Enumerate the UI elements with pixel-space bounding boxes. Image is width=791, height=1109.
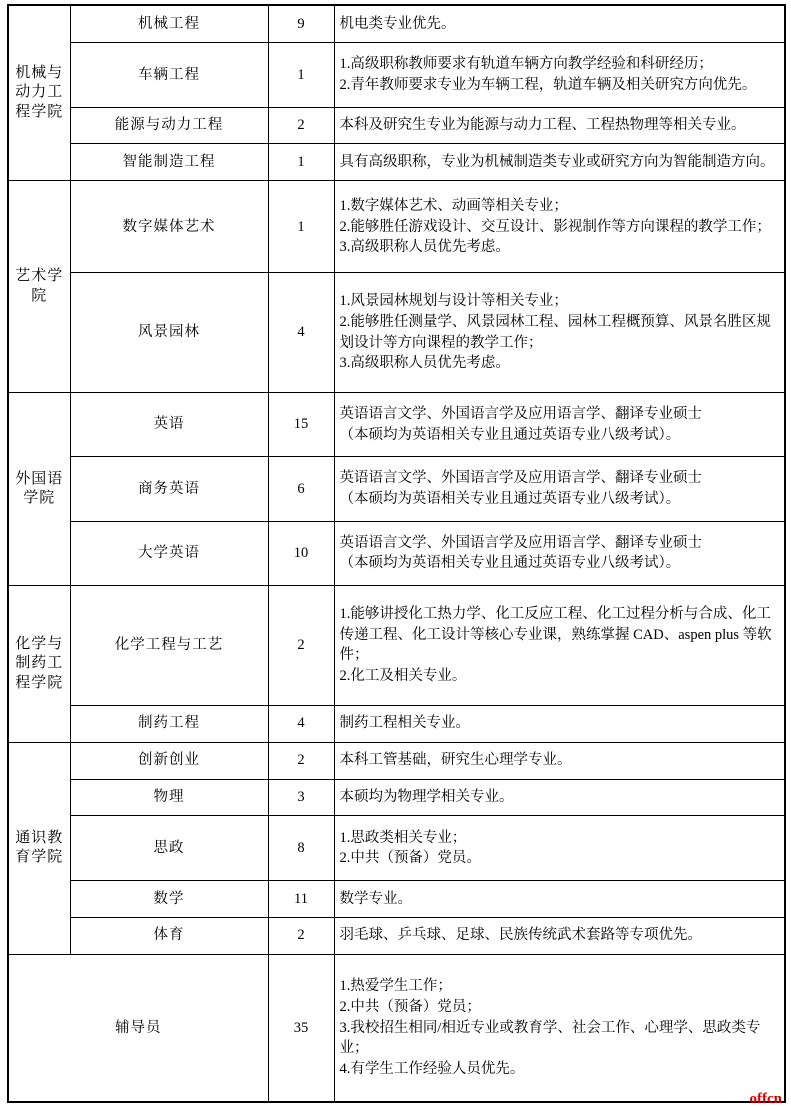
college-cell bbox=[8, 181, 70, 393]
requirement-cell bbox=[334, 457, 785, 521]
college-label: 化学与制药工程学院 bbox=[15, 635, 64, 691]
major-cell: 化学工程与工艺 bbox=[70, 586, 268, 706]
college-label: 外国语学院 bbox=[15, 470, 64, 506]
major-cell: 数字媒体艺术 bbox=[70, 181, 268, 273]
table-row bbox=[8, 5, 785, 43]
table-body bbox=[8, 5, 785, 1102]
table-row bbox=[8, 392, 785, 456]
major-cell: 思政 bbox=[70, 816, 268, 880]
requirement-cell bbox=[334, 816, 785, 880]
requirement-line: 2.能够胜任游戏设计、交互设计、影视制作等方向课程的教学工作； bbox=[339, 218, 771, 235]
major-cell: 英语 bbox=[70, 392, 268, 456]
requirement-line: 3.我校招生相同/相近专业或教育学、社会工作、心理学、思政类专业； bbox=[339, 1019, 761, 1057]
college-label: 通识教育学院 bbox=[15, 829, 64, 866]
requirement-cell bbox=[334, 954, 785, 1102]
requirement-line: 1.数字媒体艺术、动画等相关专业； bbox=[339, 197, 568, 214]
requirement-line: 具有高级职称，专业为机械制造类专业或研究方向为智能制造方向。 bbox=[339, 154, 775, 171]
requirement-cell bbox=[334, 742, 785, 779]
requirement-line: 1.思政类相关专业； bbox=[339, 829, 467, 846]
count-cell: 2 bbox=[268, 586, 334, 706]
requirement-line: 数学专业。 bbox=[339, 890, 412, 907]
count-cell: 15 bbox=[268, 392, 334, 456]
count-cell: 10 bbox=[268, 521, 334, 585]
table-row bbox=[8, 705, 785, 742]
requirement-line: 2.能够胜任测量学、风景园林工程、园林工程概预算、风景名胜区规划设计等方向课程的教学工作； bbox=[339, 314, 771, 351]
major-cell: 车辆工程 bbox=[70, 43, 268, 107]
requirement-line: （本硕均为英语相关专业且通过英语专业八级考试）。 bbox=[339, 555, 681, 572]
requirement-line: 1.能够讲授化工热力学、化工反应工程、化工过程分析与合成、化工传递工程、化工设计等核心专业课，熟练掌握 CAD、aspen plus 等软件； bbox=[339, 606, 772, 664]
requirement-line: 本科工管基础，研究生心理学专业。 bbox=[339, 752, 572, 769]
count-cell: 1 bbox=[268, 43, 334, 107]
count-cell: 4 bbox=[268, 273, 334, 393]
requirement-line: 2.中共（预备）党员。 bbox=[339, 850, 481, 867]
requirement-line: 1.热爱学生工作； bbox=[339, 978, 452, 995]
table-row bbox=[8, 107, 785, 144]
major-cell: 能源与动力工程 bbox=[70, 107, 268, 144]
count-cell: 3 bbox=[268, 779, 334, 816]
recruitment-table bbox=[7, 4, 786, 1103]
college-label: 艺术学院 bbox=[15, 268, 64, 304]
major-cell: 机械工程 bbox=[70, 5, 268, 43]
requirement-cell bbox=[334, 181, 785, 273]
requirement-cell bbox=[334, 586, 785, 706]
table-row bbox=[8, 779, 785, 816]
count-cell: 6 bbox=[268, 457, 334, 521]
requirement-line: 2.青年教师要求专业为车辆工程，轨道车辆及相关研究方向优先。 bbox=[339, 76, 757, 93]
requirement-cell bbox=[334, 43, 785, 107]
requirement-cell bbox=[334, 392, 785, 456]
requirement-line: 4.有学生工作经验人员优先。 bbox=[339, 1060, 525, 1077]
requirement-line: 英语语言文学、外国语言学及应用语言学、翻译专业硕士 bbox=[339, 534, 702, 551]
count-cell: 1 bbox=[268, 181, 334, 273]
table-row bbox=[8, 742, 785, 779]
requirement-cell bbox=[334, 880, 785, 917]
table-row bbox=[8, 954, 785, 1102]
table-row bbox=[8, 181, 785, 273]
requirement-line: （本硕均为英语相关专业且通过英语专业八级考试）。 bbox=[339, 426, 681, 443]
count-cell: 1 bbox=[268, 144, 334, 181]
college-cell bbox=[8, 742, 70, 954]
major-cell: 创新创业 bbox=[70, 742, 268, 779]
count-cell: 11 bbox=[268, 880, 334, 917]
college-cell bbox=[8, 586, 70, 742]
college-label: 机械与动力工程学院 bbox=[15, 64, 64, 120]
major-cell: 体育 bbox=[70, 917, 268, 954]
requirement-line: 3.高级职称人员优先考虑。 bbox=[339, 355, 510, 372]
requirement-cell bbox=[334, 779, 785, 816]
requirement-cell bbox=[334, 917, 785, 954]
count-cell: 2 bbox=[268, 917, 334, 954]
count-cell: 35 bbox=[268, 954, 334, 1102]
major-cell: 数学 bbox=[70, 880, 268, 917]
requirement-line: 1.高级职称教师要求有轨道车辆方向教学经验和科研经历； bbox=[339, 56, 713, 73]
requirement-line: 2.中共（预备）党员； bbox=[339, 998, 481, 1015]
requirement-line: 本硕均为物理学相关专业。 bbox=[339, 789, 514, 806]
requirement-cell bbox=[334, 705, 785, 742]
requirement-line: 3.高级职称人员优先考虑。 bbox=[339, 239, 510, 256]
watermark-offcn: offcn bbox=[749, 1091, 782, 1107]
requirement-line: 2.化工及相关专业。 bbox=[339, 668, 467, 684]
college-cell bbox=[8, 392, 70, 585]
table-row bbox=[8, 144, 785, 181]
college-cell bbox=[8, 5, 70, 181]
requirement-line: 1.风景园林规划与设计等相关专业； bbox=[339, 293, 568, 310]
requirement-cell bbox=[334, 107, 785, 144]
major-cell: 制药工程 bbox=[70, 705, 268, 742]
major-cell: 智能制造工程 bbox=[70, 144, 268, 181]
requirement-cell bbox=[334, 521, 785, 585]
requirement-line: 英语语言文学、外国语言学及应用语言学、翻译专业硕士 bbox=[339, 405, 702, 422]
major-cell: 辅导员 bbox=[8, 954, 268, 1102]
table-row bbox=[8, 521, 785, 585]
count-cell: 2 bbox=[268, 107, 334, 144]
count-cell: 2 bbox=[268, 742, 334, 779]
major-cell: 物理 bbox=[70, 779, 268, 816]
table-row bbox=[8, 880, 785, 917]
major-cell: 风景园林 bbox=[70, 273, 268, 393]
requirement-line: 羽毛球、乒乓球、足球、民族传统武术套路等专项优先。 bbox=[339, 927, 702, 944]
table-row bbox=[8, 816, 785, 880]
count-cell: 4 bbox=[268, 705, 334, 742]
table-row bbox=[8, 457, 785, 521]
table-row bbox=[8, 273, 785, 393]
count-cell: 9 bbox=[268, 5, 334, 43]
requirement-line: 制药工程相关专业。 bbox=[339, 715, 470, 732]
count-cell: 8 bbox=[268, 816, 334, 880]
major-cell: 商务英语 bbox=[70, 457, 268, 521]
major-cell: 大学英语 bbox=[70, 521, 268, 585]
table-row bbox=[8, 586, 785, 706]
requirement-cell bbox=[334, 5, 785, 43]
requirement-cell bbox=[334, 273, 785, 393]
requirement-line: 英语语言文学、外国语言学及应用语言学、翻译专业硕士 bbox=[339, 470, 702, 487]
table-row bbox=[8, 43, 785, 107]
table-row bbox=[8, 917, 785, 954]
requirement-line: （本硕均为英语相关专业且通过英语专业八级考试）。 bbox=[339, 491, 681, 507]
requirement-line: 本科及研究生专业为能源与动力工程、工程热物理等相关专业。 bbox=[339, 117, 746, 134]
requirement-cell bbox=[334, 144, 785, 181]
requirement-line: 机电类专业优先。 bbox=[339, 15, 456, 32]
